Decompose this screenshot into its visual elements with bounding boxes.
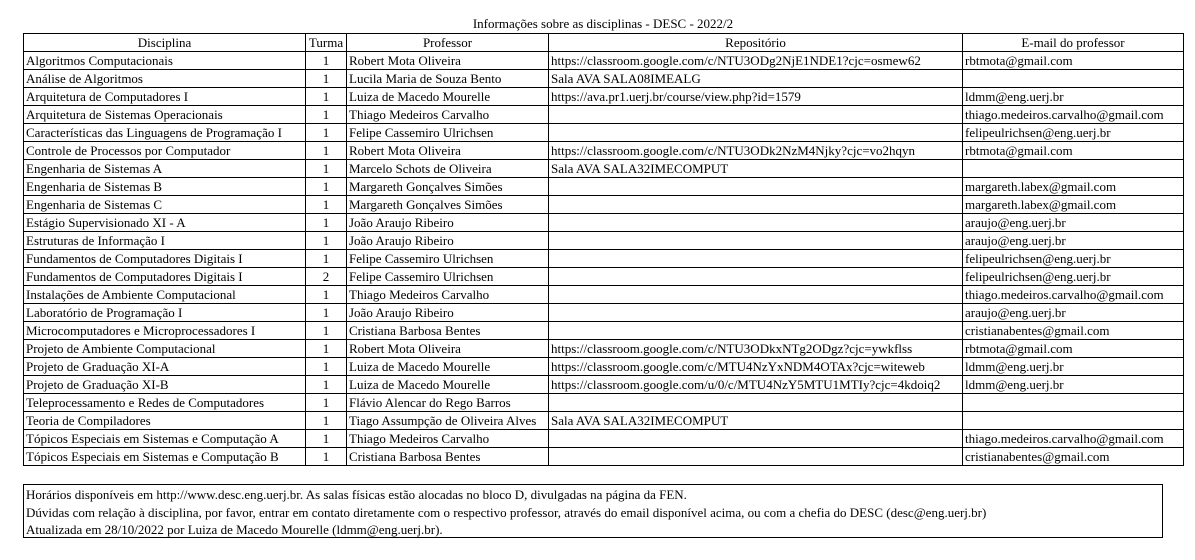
cell-professor: Felipe Cassemiro Ulrichsen bbox=[347, 268, 549, 286]
cell-professor: Felipe Cassemiro Ulrichsen bbox=[347, 250, 549, 268]
cell-repositorio: https://classroom.google.com/c/NTU3ODk2NzM4Njky?cjc=vo2hqyn bbox=[549, 142, 963, 160]
cell-turma: 1 bbox=[306, 52, 347, 70]
table-row bbox=[24, 124, 1184, 142]
cell-disciplina: Estágio Supervisionado XI - A bbox=[24, 214, 306, 232]
cell-repositorio bbox=[549, 196, 963, 214]
cell-repositorio bbox=[549, 178, 963, 196]
cell-disciplina: Arquitetura de Sistemas Operacionais bbox=[24, 106, 306, 124]
cell-professor: Thiago Medeiros Carvalho bbox=[347, 286, 549, 304]
cell-turma: 1 bbox=[306, 340, 347, 358]
cell-disciplina: Microcomputadores e Microprocessadores I bbox=[24, 322, 306, 340]
cell-turma: 1 bbox=[306, 286, 347, 304]
cell-email: araujo@eng.uerj.br bbox=[963, 304, 1184, 322]
cell-turma: 1 bbox=[306, 412, 347, 430]
cell-email: thiago.medeiros.carvalho@gmail.com bbox=[963, 430, 1184, 448]
cell-turma: 1 bbox=[306, 322, 347, 340]
cell-professor: Margareth Gonçalves Simões bbox=[347, 178, 549, 196]
cell-repositorio: Sala AVA SALA32IMECOMPUT bbox=[549, 160, 963, 178]
cell-turma: 1 bbox=[306, 232, 347, 250]
cell-disciplina: Engenharia de Sistemas C bbox=[24, 196, 306, 214]
cell-disciplina: Algoritmos Computacionais bbox=[24, 52, 306, 70]
cell-disciplina: Engenharia de Sistemas A bbox=[24, 160, 306, 178]
table-row bbox=[24, 214, 1184, 232]
cell-turma: 1 bbox=[306, 142, 347, 160]
cell-repositorio: Sala AVA SALA32IMECOMPUT bbox=[549, 412, 963, 430]
cell-email: felipeulrichsen@eng.uerj.br bbox=[963, 268, 1184, 286]
table-header-row bbox=[24, 34, 1184, 52]
column-header-disciplina: Disciplina bbox=[24, 34, 306, 52]
cell-professor: Robert Mota Oliveira bbox=[347, 142, 549, 160]
cell-email: araujo@eng.uerj.br bbox=[963, 214, 1184, 232]
table-body bbox=[24, 52, 1184, 466]
table-row bbox=[24, 160, 1184, 178]
cell-email: ldmm@eng.uerj.br bbox=[963, 358, 1184, 376]
table-row bbox=[24, 232, 1184, 250]
table-row bbox=[24, 70, 1184, 88]
cell-turma: 1 bbox=[306, 448, 347, 466]
column-header-turma: Turma bbox=[306, 34, 347, 52]
cell-repositorio bbox=[549, 448, 963, 466]
cell-turma: 1 bbox=[306, 430, 347, 448]
cell-repositorio: https://ava.pr1.uerj.br/course/view.php?id=1579 bbox=[549, 88, 963, 106]
cell-email: thiago.medeiros.carvalho@gmail.com bbox=[963, 286, 1184, 304]
note-schedule: Horários disponíveis em http://www.desc.eng.uerj.br. As salas físicas estão alocadas no bloco D, divulgadas na página da FEN. bbox=[26, 487, 687, 502]
table-row bbox=[24, 268, 1184, 286]
cell-email bbox=[963, 394, 1184, 412]
table-row bbox=[24, 358, 1184, 376]
cell-repositorio bbox=[549, 214, 963, 232]
cell-turma: 1 bbox=[306, 358, 347, 376]
cell-turma: 1 bbox=[306, 304, 347, 322]
cell-email bbox=[963, 70, 1184, 88]
cell-professor: Tiago Assumpção de Oliveira Alves bbox=[347, 412, 549, 430]
cell-professor: Flávio Alencar do Rego Barros bbox=[347, 394, 549, 412]
cell-turma: 1 bbox=[306, 70, 347, 88]
cell-disciplina: Engenharia de Sistemas B bbox=[24, 178, 306, 196]
cell-professor: Margareth Gonçalves Simões bbox=[347, 196, 549, 214]
cell-disciplina: Instalações de Ambiente Computacional bbox=[24, 286, 306, 304]
cell-repositorio bbox=[549, 268, 963, 286]
cell-disciplina: Laboratório de Programação I bbox=[24, 304, 306, 322]
cell-repositorio bbox=[549, 106, 963, 124]
cell-email bbox=[963, 160, 1184, 178]
cell-turma: 1 bbox=[306, 160, 347, 178]
cell-email: rbtmota@gmail.com bbox=[963, 340, 1184, 358]
cell-disciplina: Tópicos Especiais em Sistemas e Computação B bbox=[24, 448, 306, 466]
cell-professor: Thiago Medeiros Carvalho bbox=[347, 106, 549, 124]
cell-disciplina: Estruturas de Informação I bbox=[24, 232, 306, 250]
cell-repositorio bbox=[549, 286, 963, 304]
cell-turma: 1 bbox=[306, 376, 347, 394]
cell-professor: Felipe Cassemiro Ulrichsen bbox=[347, 124, 549, 142]
cell-repositorio bbox=[549, 394, 963, 412]
notes-box bbox=[23, 484, 1163, 538]
cell-repositorio: https://classroom.google.com/u/0/c/MTU4NzY5MTU1MTIy?cjc=4kdoiq2 bbox=[549, 376, 963, 394]
table-row bbox=[24, 322, 1184, 340]
cell-email: cristianabentes@gmail.com bbox=[963, 448, 1184, 466]
column-header-repositorio: Repositório bbox=[549, 34, 963, 52]
column-header-professor: Professor bbox=[347, 34, 549, 52]
cell-repositorio: Sala AVA SALA08IMEALG bbox=[549, 70, 963, 88]
cell-professor: João Araujo Ribeiro bbox=[347, 304, 549, 322]
cell-repositorio bbox=[549, 322, 963, 340]
cell-repositorio: https://classroom.google.com/c/MTU4NzYxNDM4OTAx?cjc=witeweb bbox=[549, 358, 963, 376]
cell-disciplina: Características das Linguagens de Programação I bbox=[24, 124, 306, 142]
table-row bbox=[24, 412, 1184, 430]
cell-email: araujo@eng.uerj.br bbox=[963, 232, 1184, 250]
cell-disciplina: Controle de Processos por Computador bbox=[24, 142, 306, 160]
table-row bbox=[24, 376, 1184, 394]
cell-professor: Robert Mota Oliveira bbox=[347, 52, 549, 70]
cell-repositorio: https://classroom.google.com/c/NTU3ODkxNTg2ODgz?cjc=ywkflss bbox=[549, 340, 963, 358]
table-row bbox=[24, 304, 1184, 322]
cell-email: felipeulrichsen@eng.uerj.br bbox=[963, 250, 1184, 268]
cell-turma: 1 bbox=[306, 196, 347, 214]
cell-professor: Thiago Medeiros Carvalho bbox=[347, 430, 549, 448]
courses-table bbox=[23, 33, 1184, 466]
table-row bbox=[24, 178, 1184, 196]
cell-turma: 1 bbox=[306, 124, 347, 142]
cell-disciplina: Projeto de Ambiente Computacional bbox=[24, 340, 306, 358]
cell-professor: Marcelo Schots de Oliveira bbox=[347, 160, 549, 178]
cell-turma: 1 bbox=[306, 106, 347, 124]
cell-turma: 1 bbox=[306, 394, 347, 412]
cell-repositorio bbox=[549, 124, 963, 142]
column-header-email: E-mail do professor bbox=[963, 34, 1184, 52]
cell-email: margareth.labex@gmail.com bbox=[963, 196, 1184, 214]
cell-professor: João Araujo Ribeiro bbox=[347, 214, 549, 232]
page-title: Informações sobre as disciplinas - DESC - 2022/2 bbox=[472, 16, 734, 31]
table-row bbox=[24, 142, 1184, 160]
cell-email: ldmm@eng.uerj.br bbox=[963, 376, 1184, 394]
table-row bbox=[24, 430, 1184, 448]
cell-repositorio bbox=[549, 232, 963, 250]
cell-email: rbtmota@gmail.com bbox=[963, 142, 1184, 160]
cell-repositorio: https://classroom.google.com/c/NTU3ODg2NjE1NDE1?cjc=osmew62 bbox=[549, 52, 963, 70]
cell-turma: 1 bbox=[306, 250, 347, 268]
cell-turma: 2 bbox=[306, 268, 347, 286]
cell-turma: 1 bbox=[306, 178, 347, 196]
table-row bbox=[24, 52, 1184, 70]
cell-email: thiago.medeiros.carvalho@gmail.com bbox=[963, 106, 1184, 124]
cell-professor: Lucila Maria de Souza Bento bbox=[347, 70, 549, 88]
table-row bbox=[24, 340, 1184, 358]
table-row bbox=[24, 286, 1184, 304]
cell-email: margareth.labex@gmail.com bbox=[963, 178, 1184, 196]
cell-turma: 1 bbox=[306, 88, 347, 106]
cell-professor: Luiza de Macedo Mourelle bbox=[347, 376, 549, 394]
cell-disciplina: Projeto de Graduação XI-B bbox=[24, 376, 306, 394]
table-row bbox=[24, 250, 1184, 268]
cell-professor: Cristiana Barbosa Bentes bbox=[347, 448, 549, 466]
cell-repositorio bbox=[549, 304, 963, 322]
cell-professor: Robert Mota Oliveira bbox=[347, 340, 549, 358]
note-contact: Dúvidas com relação à disciplina, por favor, entrar em contato diretamente com o respectivo professor, através do email disponível acima, ou com a chefia do DESC (desc@eng.uerj.br) bbox=[26, 504, 987, 520]
table-row bbox=[24, 394, 1184, 412]
cell-professor: Luiza de Macedo Mourelle bbox=[347, 88, 549, 106]
cell-disciplina: Teleprocessamento e Redes de Computadores bbox=[24, 394, 306, 412]
note-updated: Atualizada em 28/10/2022 por Luiza de Macedo Mourelle (ldmm@eng.uerj.br). bbox=[26, 522, 443, 537]
cell-disciplina: Tópicos Especiais em Sistemas e Computação A bbox=[24, 430, 306, 448]
cell-email: cristianabentes@gmail.com bbox=[963, 322, 1184, 340]
cell-disciplina: Fundamentos de Computadores Digitais I bbox=[24, 268, 306, 286]
table-row bbox=[24, 106, 1184, 124]
table-row bbox=[24, 196, 1184, 214]
table-row bbox=[24, 448, 1184, 466]
cell-email: felipeulrichsen@eng.uerj.br bbox=[963, 124, 1184, 142]
cell-email: rbtmota@gmail.com bbox=[963, 52, 1184, 70]
cell-disciplina: Análise de Algoritmos bbox=[24, 70, 306, 88]
cell-disciplina: Fundamentos de Computadores Digitais I bbox=[24, 250, 306, 268]
cell-disciplina: Teoria de Compiladores bbox=[24, 412, 306, 430]
cell-professor: Cristiana Barbosa Bentes bbox=[347, 322, 549, 340]
cell-repositorio bbox=[549, 250, 963, 268]
cell-professor: Luiza de Macedo Mourelle bbox=[347, 358, 549, 376]
cell-disciplina: Arquitetura de Computadores I bbox=[24, 88, 306, 106]
cell-repositorio bbox=[549, 430, 963, 448]
cell-professor: João Araujo Ribeiro bbox=[347, 232, 549, 250]
cell-email: ldmm@eng.uerj.br bbox=[963, 88, 1184, 106]
table-row bbox=[24, 88, 1184, 106]
cell-turma: 1 bbox=[306, 214, 347, 232]
cell-email bbox=[963, 412, 1184, 430]
cell-disciplina: Projeto de Graduação XI-A bbox=[24, 358, 306, 376]
